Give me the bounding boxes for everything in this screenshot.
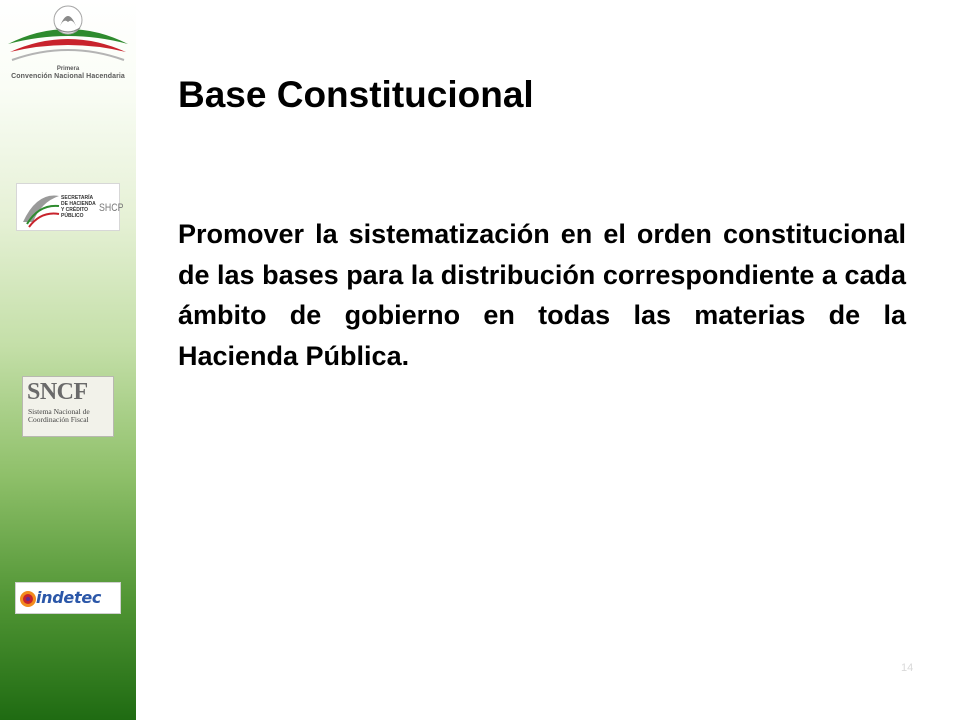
slide-body-text: Promover la sistematización en el orden constitucional de las bases para la distribución correspondiente a cada ámbito de gobierno en todas las materias de la Hacienda Pública. <box>178 219 906 371</box>
sncf-logo <box>22 376 114 437</box>
shcp-logo <box>16 183 124 231</box>
shcp-logo-text: SECRETARÍA DE HACIENDA Y CRÉDITO PÚBLICO <box>61 195 96 219</box>
convention-caption-line1: Primera <box>56 66 80 72</box>
slide-title: Base Constitucional <box>178 74 534 115</box>
indetec-spiral-icon <box>19 585 37 613</box>
sidebar <box>0 0 136 720</box>
eagle-emblem-icon <box>0 0 136 66</box>
indetec-logo-text: indetec <box>36 588 102 607</box>
convention-logo <box>0 0 136 88</box>
sncf-logo-abbr: SNCF <box>27 379 88 405</box>
eagle-emblem-icon <box>19 184 63 230</box>
indetec-logo <box>15 582 121 614</box>
sncf-logo-text: Sistema Nacional de Coordinación Fiscal <box>28 407 90 424</box>
page-number: 14 <box>901 662 914 674</box>
convention-caption-line2: Convención Nacional Hacendaria <box>11 73 125 80</box>
shcp-logo-abbr: SHCP <box>99 202 124 214</box>
